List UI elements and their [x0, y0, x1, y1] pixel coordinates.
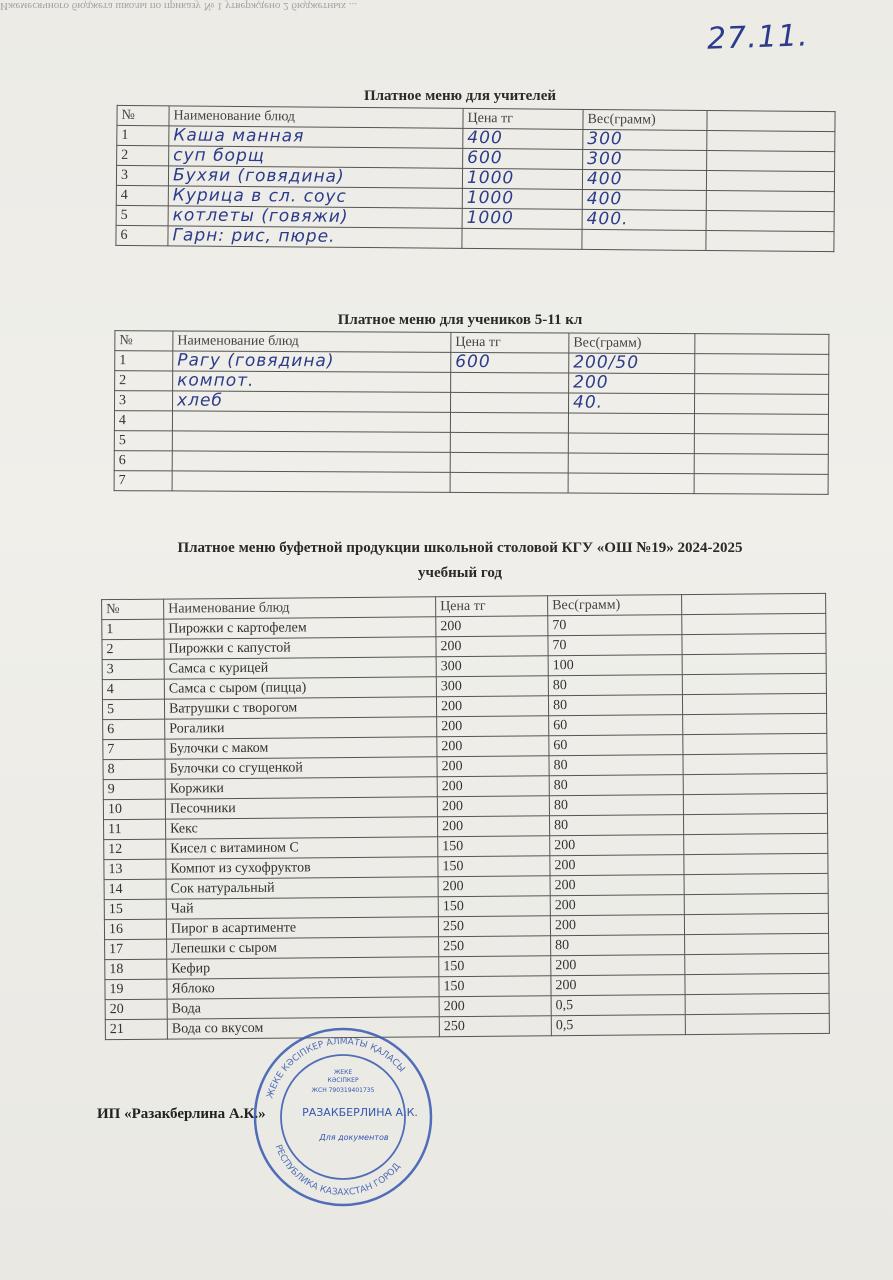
column-header: №: [115, 331, 173, 351]
price: [451, 372, 569, 393]
weight: 80: [549, 795, 683, 816]
weight: [583, 129, 707, 150]
dish-name: Вода: [167, 997, 439, 1019]
buffet-menu-title-line2: учебный год: [418, 565, 502, 581]
weight: 200: [550, 835, 684, 856]
dish-name: [172, 431, 450, 452]
row-number: 9: [103, 779, 165, 800]
column-header: Цена тг: [463, 108, 583, 129]
row-number: 5: [116, 205, 168, 225]
weight: 80: [549, 755, 683, 776]
price: 150: [438, 836, 550, 857]
weight: 200: [551, 955, 685, 976]
handwritten-entry: хлеб: [177, 389, 223, 411]
row-number: 8: [103, 759, 165, 780]
column-header: Наименование блюд: [173, 331, 451, 352]
price: 300: [436, 676, 548, 697]
dish-name: [172, 411, 450, 432]
price: [462, 208, 582, 229]
handwritten-entry: 200/50: [573, 352, 640, 373]
handwritten-entry: 400: [467, 127, 503, 148]
row-number: 12: [104, 839, 166, 860]
handwritten-entry: компот.: [177, 369, 255, 391]
teachers-menu-table: [115, 105, 835, 252]
handwritten-entry: 400: [586, 168, 623, 189]
extra-cell: [694, 434, 828, 455]
price: [451, 352, 569, 373]
column-header: Цена тг: [451, 332, 569, 353]
weight: 60: [549, 735, 683, 756]
extra-cell: [683, 733, 827, 754]
row-number: 18: [105, 959, 167, 980]
price: 200: [438, 876, 550, 897]
row-number: 3: [102, 659, 164, 680]
weight: [569, 353, 695, 374]
handwritten-entry: 600: [467, 147, 503, 168]
price: [462, 168, 582, 189]
handwritten-date: 27.11.: [706, 18, 810, 57]
row-number: 14: [104, 879, 166, 900]
price: [462, 228, 582, 249]
extra-cell: [682, 693, 826, 714]
extra-cell: [683, 813, 827, 834]
column-header: [707, 111, 835, 132]
dish-name: Самса с сыром (пицца): [164, 677, 436, 699]
price: 150: [438, 856, 550, 877]
row-number: 6: [103, 719, 165, 740]
column-header: Цена тг: [436, 596, 548, 617]
extra-cell: [683, 793, 827, 814]
handwritten-entry: Гарн: рис, пюре.: [172, 224, 336, 247]
weight: [582, 169, 706, 190]
handwritten-entry: 1000: [466, 167, 515, 188]
stamp-center: РАЗАКБЕРЛИНА А.К.: [302, 1106, 418, 1119]
extra-cell: [706, 171, 834, 192]
stamp-iin: ЖСН 790319401735: [311, 1087, 375, 1094]
row-number: 13: [104, 859, 166, 880]
dish-name: Кефир: [167, 957, 439, 979]
row-number: 19: [105, 979, 167, 1000]
row-number: 1: [115, 351, 173, 371]
dish-name: Самса с курицей: [164, 657, 436, 679]
price: 200: [436, 696, 548, 717]
column-header: №: [102, 599, 164, 620]
weight: 0,5: [551, 1015, 685, 1036]
price: [450, 472, 568, 493]
weight: 200: [550, 895, 684, 916]
handwritten-entry: Курица в сл. соус: [172, 184, 347, 207]
row-number: 2: [117, 145, 169, 165]
price: [450, 432, 568, 453]
weight: [568, 413, 694, 434]
extra-cell: [683, 753, 827, 774]
row-number: 2: [102, 639, 164, 660]
weight: [582, 229, 706, 250]
row-number: 7: [114, 471, 172, 491]
dish-name: Ватрушки с творогом: [164, 697, 436, 719]
extra-cell: [685, 933, 829, 954]
handwritten-entry: 1000: [466, 187, 515, 208]
signature-line: ИП «Разакберлина А.К.»: [97, 1106, 266, 1122]
extra-cell: [706, 211, 834, 232]
extra-cell: [685, 953, 829, 974]
students-menu-table: [114, 330, 830, 495]
dish-name: [173, 391, 451, 412]
dish-name: Сок натуральный: [166, 877, 438, 899]
price: 200: [438, 816, 550, 837]
row-number: 2: [115, 371, 173, 391]
price: 150: [439, 956, 551, 977]
row-number: 6: [114, 451, 172, 471]
weight: 80: [548, 675, 682, 696]
price: [462, 188, 582, 209]
price: [450, 412, 568, 433]
dish-name: Кекс: [166, 817, 438, 839]
price: 300: [436, 656, 548, 677]
extra-cell: [685, 973, 829, 994]
handwritten-entry: 300: [587, 148, 623, 169]
extra-cell: [694, 414, 828, 435]
weight: 200: [550, 915, 684, 936]
dish-name: Булочки со сгущенкой: [165, 757, 437, 779]
dish-name: Булочки с маком: [165, 737, 437, 759]
handwritten-entry: суп борщ: [173, 144, 265, 166]
price: 200: [437, 756, 549, 777]
handwritten-entry: 600: [455, 351, 491, 372]
teachers-menu-title: Платное меню для учителей: [363, 88, 557, 104]
weight: 70: [548, 615, 682, 636]
extra-cell: [707, 131, 835, 152]
price: 250: [439, 936, 551, 957]
extra-cell: [695, 374, 829, 395]
weight: 200: [550, 875, 684, 896]
dish-name: Кисел с витамином С: [166, 837, 438, 859]
weight: 200: [550, 855, 684, 876]
row-number: 3: [115, 391, 173, 411]
dish-name: [172, 471, 450, 492]
extra-cell: [694, 454, 828, 475]
extra-cell: [682, 613, 826, 634]
weight: 60: [549, 715, 683, 736]
row-number: 10: [103, 799, 165, 820]
weight: 80: [548, 695, 682, 716]
extra-cell: [682, 633, 826, 654]
price: 200: [437, 716, 549, 737]
dish-name: [168, 226, 462, 249]
row-number: 3: [116, 165, 168, 185]
dish-name: Пирожки с картофелем: [164, 617, 436, 639]
buffet-menu-title: Платное меню буфетной продукции школьной столовой КГУ «ОШ №19» 2024-2025: [177, 540, 743, 556]
weight: 80: [551, 935, 685, 956]
column-header: Наименование блюд: [164, 597, 436, 619]
stamp-outer-bottom: РЕСПУБЛИКА КАЗАХСТАН ГОРОД: [272, 1143, 403, 1199]
handwritten-entry: 1000: [466, 207, 515, 228]
weight: [582, 189, 706, 210]
dish-name: Песочники: [165, 797, 437, 819]
weight: 80: [549, 815, 683, 836]
row-number: 16: [104, 919, 166, 940]
row-number: 7: [103, 739, 165, 760]
dish-name: Вода со вкусом: [167, 1017, 439, 1039]
extra-cell: [684, 873, 828, 894]
seal-stamp-icon: [250, 1024, 436, 1210]
extra-cell: [682, 653, 826, 674]
row-number: 15: [104, 899, 166, 920]
handwritten-entry: 40.: [573, 392, 604, 413]
weight: 70: [548, 635, 682, 656]
weight: [568, 453, 694, 474]
dish-name: Пирожки с капустой: [164, 637, 436, 659]
extra-cell: [706, 191, 834, 212]
dish-name: Рогалики: [165, 717, 437, 739]
extra-cell: [682, 673, 826, 694]
row-number: 11: [104, 819, 166, 840]
stamp-small2: КӘСІПКЕР: [327, 1077, 359, 1084]
row-number: 4: [114, 411, 172, 431]
price: 200: [437, 776, 549, 797]
price: 200: [436, 616, 548, 637]
column-header: [695, 334, 829, 355]
weight: 0,5: [551, 995, 685, 1016]
price: 250: [438, 916, 550, 937]
weight: [568, 473, 694, 494]
table-row: [114, 471, 828, 495]
handwritten-entry: Бухяи (говядина): [172, 164, 345, 187]
extra-cell: [684, 853, 828, 874]
weight: [568, 393, 694, 414]
row-number: 5: [114, 431, 172, 451]
row-number: 20: [105, 999, 167, 1020]
extra-cell: [684, 913, 828, 934]
dish-name: Компот из сухофруктов: [166, 857, 438, 879]
column-header: Вес(грамм): [548, 595, 682, 616]
price: 250: [439, 1016, 551, 1037]
extra-cell: [684, 893, 828, 914]
weight: 200: [551, 975, 685, 996]
handwritten-entry: котлеты (говяжи): [172, 204, 349, 227]
price: 200: [439, 996, 551, 1017]
handwritten-entry: Рагу (говядина): [177, 349, 335, 371]
dish-name: [172, 451, 450, 472]
dish-name: Яблоко: [167, 977, 439, 999]
extra-cell: [684, 833, 828, 854]
row-number: 1: [117, 125, 169, 145]
weight: [569, 373, 695, 394]
stamp-sub: Для документов: [319, 1133, 389, 1142]
handwritten-entry: Каша манная: [173, 124, 305, 147]
extra-cell: [685, 993, 829, 1014]
price: 150: [438, 896, 550, 917]
stamp-small1: ЖЕКЕ: [333, 1069, 353, 1076]
price: [463, 128, 583, 149]
weight: 100: [548, 655, 682, 676]
dish-name: Коржики: [165, 777, 437, 799]
dish-name: Лепешки с сыром: [167, 937, 439, 959]
weight: [583, 149, 707, 170]
extra-cell: [695, 354, 829, 375]
weight: [568, 433, 694, 454]
weight: 80: [549, 775, 683, 796]
price: [450, 452, 568, 473]
column-header: Вес(грамм): [569, 333, 695, 354]
extra-cell: [707, 151, 835, 172]
students-menu-title: Платное меню для учеников 5-11 кл: [337, 312, 583, 328]
price: 200: [436, 636, 548, 657]
extra-cell: [694, 394, 828, 415]
extra-cell: [685, 1013, 829, 1034]
weight: [582, 209, 706, 230]
extra-cell: [683, 773, 827, 794]
price: [451, 392, 569, 413]
row-number: 21: [105, 1019, 167, 1040]
price: 150: [439, 976, 551, 997]
dish-name: Пирог в асартименте: [166, 917, 438, 939]
extra-cell: [683, 713, 827, 734]
handwritten-entry: 300: [587, 128, 623, 149]
price: 200: [437, 736, 549, 757]
bleed-through-text: Ижемесячного бюджета школы по приказу № 1 утверждено 2 бюджетных ...: [0, 0, 358, 12]
column-header: Наименование блюд: [169, 106, 463, 129]
column-header: Вес(грамм): [583, 109, 707, 130]
column-header: №: [117, 105, 169, 125]
handwritten-entry: 400: [586, 188, 623, 209]
price: [463, 148, 583, 169]
extra-cell: [706, 231, 834, 252]
row-number: 4: [102, 679, 164, 700]
column-header: [682, 593, 826, 614]
handwritten-entry: 200: [573, 372, 609, 393]
buffet-menu-table: [101, 593, 830, 1040]
row-number: 4: [116, 185, 168, 205]
row-number: 5: [102, 699, 164, 720]
stamp-outer-top: ЖЕКЕ КӘСІПКЕР АЛМАТЫ ҚАЛАСЫ: [265, 1036, 407, 1100]
dish-name: Чай: [166, 897, 438, 919]
row-number: 1: [102, 619, 164, 640]
row-number: 17: [105, 939, 167, 960]
row-number: 6: [116, 225, 168, 245]
handwritten-entry: 400.: [586, 208, 629, 229]
extra-cell: [694, 474, 828, 495]
price: 200: [437, 796, 549, 817]
